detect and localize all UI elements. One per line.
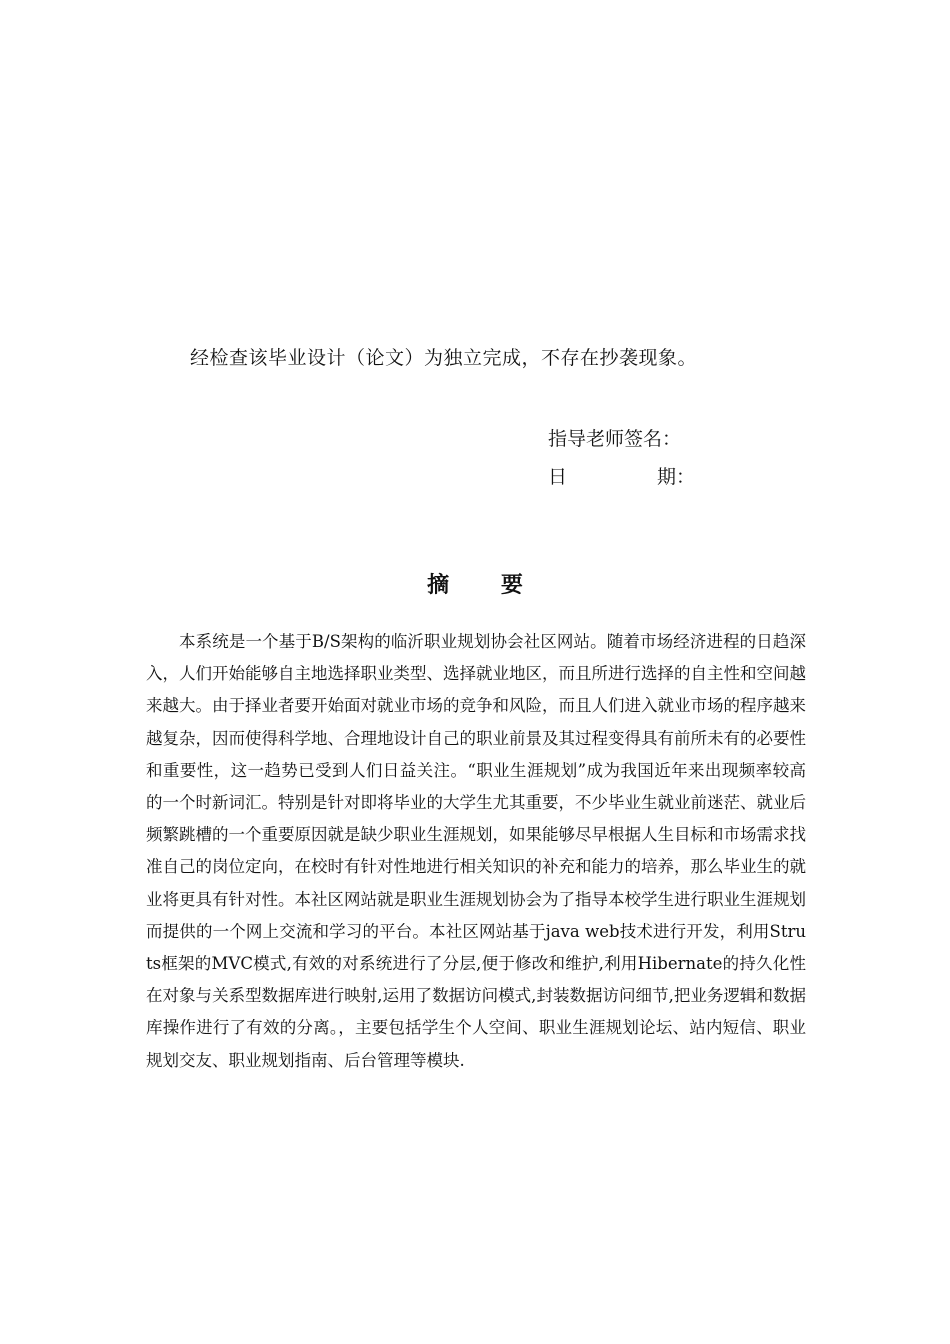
abstract-body: 本系统是一个基于B/S架构的临沂职业规划协会社区网站。随着市场经济进程的日趋深入，人们开始能够自主地选择职业类型、选择就业地区，而且所进行选择的自主性和空间越来越大。由于择业者要开始面对就业市场的竞争和风险，而且人们进入就业市场的程序越来越复杂，因而使得科学地、合理地设计自己的职业前景及其过程变得具有前所未有的必要性和重要性，这一趋势已受到人们日益关注。“职业生涯规划”成为我国近年来出现频率较高的一个时新词汇。特别是针对即将毕业的大学生尤其重要，不少毕业生就业前迷茫、就业后频繁跳槽的一个重要原因就是缺少职业生涯规划，如果能够尽早根据人生目标和市场需求找准自己的岗位定向，在校时有针对性地进行相关知识的补充和能力的培养，那么毕业生的就业将更具有针对性。本社区网站就是职业生涯规划协会为了指导本校学生进行职业生涯规划而提供的一个网上交流和学习的平台。本社区网站基于java web技术进行开发，利用Struts框架的MVC模式,有效的对系统进行了分层,便于修改和维护,利用Hibernate的持久化性在对象与关系型数据库进行映射,运用了数据访问模式,封装数据访问细节,把业务逻辑和数据库操作进行了有效的分离。，主要包括学生个人空间、职业生涯规划论坛、站内短信、职业规划交友、职业规划指南、后台管理等模块. — [146, 632, 806, 1070]
advisor-signature-label: 指导老师签名： — [548, 428, 682, 450]
originality-declaration: 经检查该毕业设计（论文）为独立完成，不存在抄袭现象。 — [190, 347, 698, 369]
date-label — [548, 462, 695, 489]
date-label-left: 日 — [548, 466, 568, 488]
date-label-right: 期： — [657, 466, 696, 488]
abstract-title: 摘 要 — [427, 573, 545, 598]
